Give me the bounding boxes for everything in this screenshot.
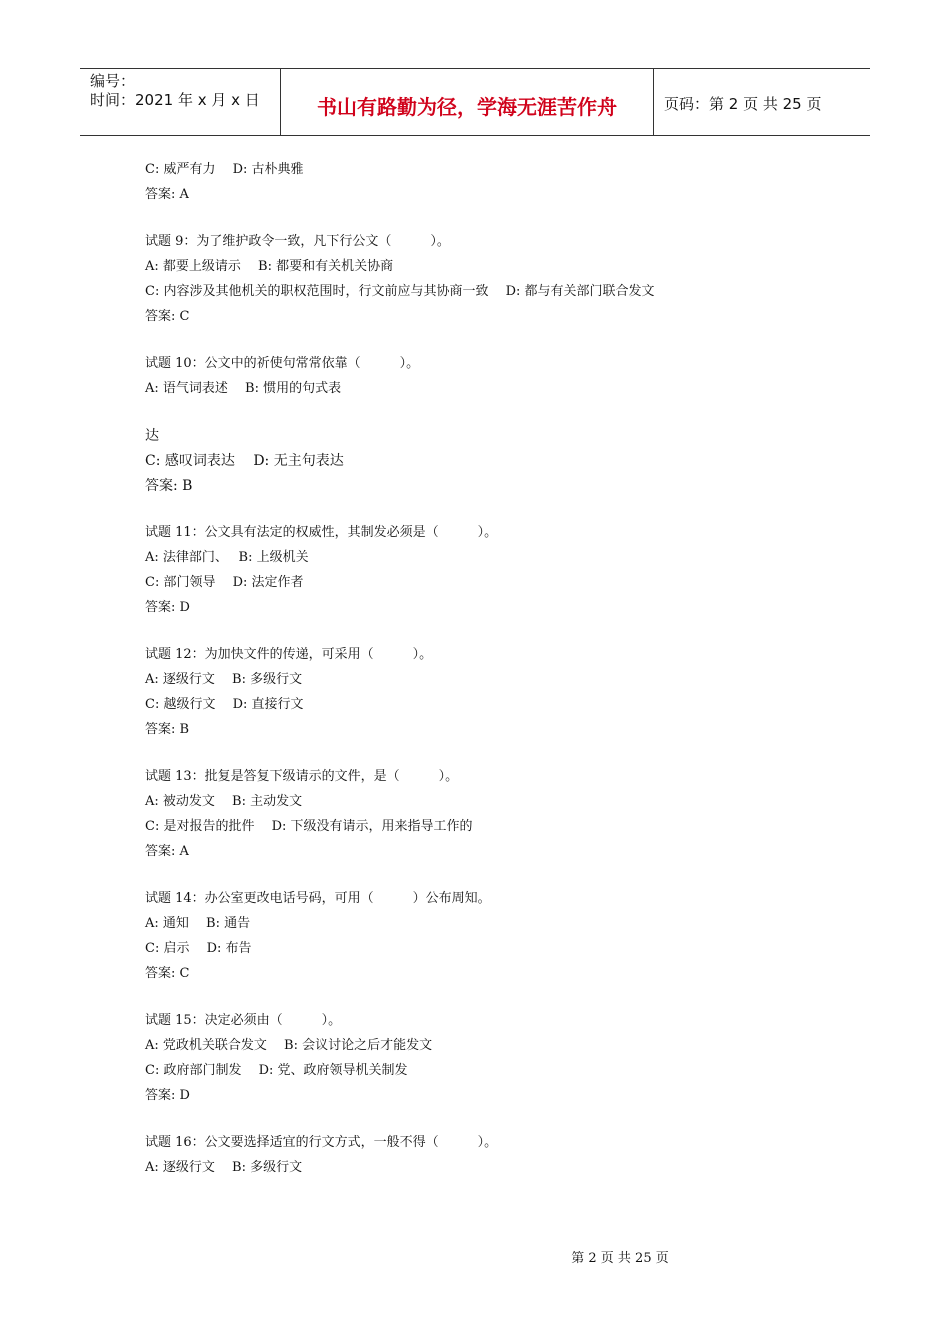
question-line: 试题 15：决定必须由（ ）。 (145, 1013, 342, 1028)
document-date: 时间：2021 年 x 月 x 日 (90, 91, 260, 109)
answer-line: 答案: C (145, 309, 190, 324)
option-line: A: 法律部门、 B: 上级机关 (145, 550, 309, 565)
header-motto: 书山有路勤为径，学海无涯苦作舟 (281, 69, 654, 135)
option-line: C: 威严有力 D: 古朴典雅 (145, 162, 304, 177)
question-line: 试题 14：办公室更改电话号码，可用（ ）公布周知。 (145, 891, 491, 906)
option-line: A: 逐级行文 B: 多级行文 (145, 1160, 303, 1175)
option-line: A: 逐级行文 B: 多级行文 (145, 672, 303, 687)
answer-line: 答案: A (145, 844, 189, 859)
page-header (80, 68, 870, 136)
option-line: C: 内容涉及其他机关的职权范围时，行文前应与其协商一致 D: 都与有关部门联合发文 (145, 284, 655, 299)
option-line: C: 部门领导 D: 法定作者 (145, 575, 304, 590)
question-line: 试题 12：为加快文件的传递，可采用（ ）。 (145, 647, 433, 662)
answer-line: 答案: B (145, 722, 190, 737)
option-line: C: 感叹词表达 D: 无主句表达 (145, 453, 344, 469)
option-line: C: 政府部门制发 D: 党、政府领导机关制发 (145, 1063, 408, 1078)
option-line: A: 党政机关联合发文 B: 会议讨论之后才能发文 (145, 1038, 433, 1053)
option-line: A: 通知 B: 通告 (145, 916, 251, 931)
answer-line: 答案: B (145, 478, 193, 494)
option-line: A: 都要上级请示 B: 都要和有关机关协商 (145, 259, 394, 274)
option-line: A: 被动发文 B: 主动发文 (145, 794, 303, 809)
option-line: C: 越级行文 D: 直接行文 (145, 697, 304, 712)
option-line: C: 是对报告的批件 D: 下级没有请示，用来指导工作的 (145, 819, 473, 834)
question-line: 试题 16：公文要选择适宜的行文方式，一般不得（ ）。 (145, 1135, 498, 1150)
header-meta (80, 69, 281, 135)
option-line: A: 语气词表述 B: 惯用的句式表 (145, 381, 342, 396)
document-number-label: 编号： (90, 72, 136, 90)
question-line: 试题 9：为了维护政令一致，凡下行公文（ ）。 (145, 234, 450, 249)
option-line-continued: 达 (145, 428, 159, 444)
header-page-info: 页码：第 2 页 共 25 页 (664, 94, 822, 113)
answer-line: 答案: D (145, 1088, 190, 1103)
question-line: 试题 11：公文具有法定的权威性，其制发必须是（ ）。 (145, 525, 498, 540)
answer-line: 答案: D (145, 600, 190, 615)
question-line: 试题 10：公文中的祈使句常常依靠（ ）。 (145, 356, 420, 371)
answer-line: 答案: A (145, 187, 189, 202)
answer-line: 答案: C (145, 966, 190, 981)
page-footer: 第 2 页 共 25 页 (571, 1251, 669, 1266)
question-line: 试题 13：批复是答复下级请示的文件，是（ ）。 (145, 769, 459, 784)
option-line: C: 启示 D: 布告 (145, 941, 252, 956)
